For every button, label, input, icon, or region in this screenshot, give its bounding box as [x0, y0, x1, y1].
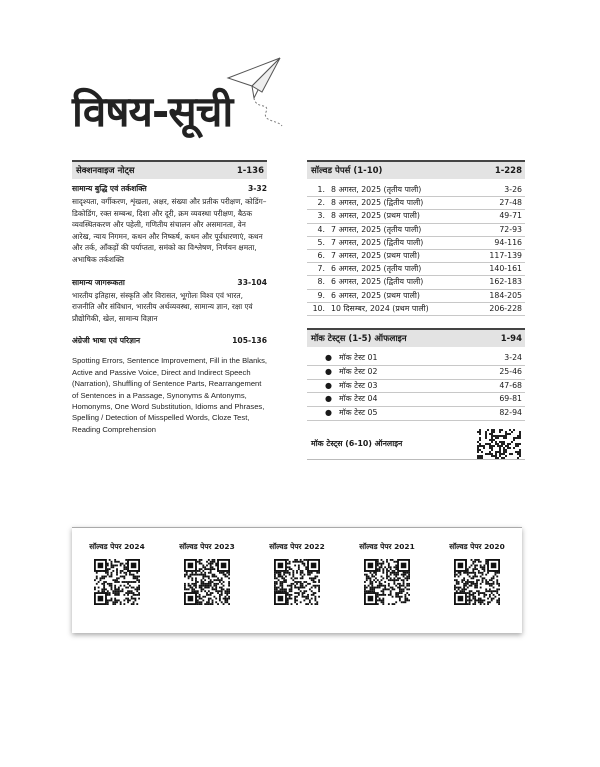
qr-label: सॉल्वड पेपर 2020 [449, 542, 505, 551]
item-text: 8 अगस्त, 2025 (प्रथम पाली) [331, 211, 420, 221]
topic-text: सादृश्यता, वर्गीकरण, शृंखला, अक्षर, संख्या और प्रतीक परीक्षण, कोडिंग–डिकोडिंग, रक्त सम्बन्ध, दिशा और दूरी, क्रम व्यवस्था परीक्षण, बैठक व्यवस्थितकरण और पहेली, गणितीय संचालन और असमानता, वेन आरेख, न्याय निगमन, कथन और निष्कर्ष, कथन और पूर्वधारणाएं, कथन और तर्क, आँकड़ों की पर्याप्तता, समंको का विश्लेषण, निर्णयन क्षमता, अभाषिक तर्कशक्ति [72, 197, 267, 264]
item-number: 3. [317, 211, 325, 221]
item-number: 7. [317, 264, 325, 274]
papers-column [307, 160, 525, 460]
topic-pages: 3-32 [247, 184, 267, 193]
item-text: मॉक टेस्ट 05 [339, 408, 378, 418]
item-text: मॉक टेस्ट 04 [339, 394, 378, 404]
bullet-icon: ● [325, 366, 332, 376]
bullet-icon: ● [325, 380, 332, 390]
item-text: मॉक टेस्ट 02 [339, 366, 378, 376]
qr-label: सॉल्वड पेपर 2022 [269, 542, 325, 551]
topic-heading [72, 336, 267, 346]
topic-text: Spotting Errors, Sentence Improvement, Fill in the Blanks, Active and Passive Voice, Direct and Indirect Speech (Narration), Shuffling of Sentence Parts, Rearrangement of Sentences in a Passage, Synonyms & Antonyms, Homonyms, One Word Substitution, Idioms and Phrases, Spelling / Detection of Misspelled Words, Cloze Test, Reading Comprehension [72, 356, 267, 434]
bullet-icon: ● [325, 408, 332, 418]
item-pages: 206-228 [489, 303, 522, 313]
item-pages: 3-26 [504, 185, 522, 194]
bullet-icon: ● [325, 394, 332, 404]
item-pages: 82-94 [499, 408, 522, 418]
section-header-pages: 1-94 [500, 333, 522, 344]
item-pages: 184-205 [489, 290, 522, 300]
list-item [307, 366, 525, 380]
section-header [72, 160, 267, 179]
qr-item [269, 542, 324, 633]
section-header [307, 328, 525, 347]
solved-papers-list [307, 184, 525, 316]
qr-code-icon[interactable] [184, 559, 230, 605]
qr-code-panel [72, 527, 522, 633]
item-text: 10 दिसम्बर, 2024 (प्रथम पाली) [331, 303, 429, 313]
paper-plane-icon [222, 52, 288, 128]
topic-title: सामान्य बुद्धि एवं तर्कशक्ति [72, 184, 147, 193]
topic-text: भारतीय इतिहास, संस्कृति और विरासत, भूगोलः विश्व एवं भारत, राजनीति और संविधान, भारतीय अर्थव्यवस्था, सामान्य ज्ञान, रक्षा एवं प्रौद्योगिकी, खेल, सामान्य विज्ञान [72, 290, 253, 323]
list-item [307, 303, 525, 316]
topic-pages: 33-104 [237, 277, 267, 287]
list-item [307, 290, 525, 303]
topic-block [72, 184, 267, 266]
item-text: मॉक टेस्ट 03 [339, 380, 378, 390]
item-pages: 49-71 [499, 211, 522, 221]
item-pages: 25-46 [499, 366, 522, 376]
qr-code-icon[interactable] [94, 559, 140, 605]
section-header-pages: 1-136 [236, 165, 264, 176]
qr-item [179, 542, 234, 633]
topic-title: अंग्रेजी भाषा एवं परिज्ञान [72, 336, 141, 346]
item-number: 5. [317, 237, 325, 247]
qr-item [359, 542, 414, 633]
qr-item [89, 542, 144, 633]
qr-code-icon[interactable] [274, 559, 320, 605]
list-item [307, 393, 525, 407]
item-pages: 117-139 [489, 251, 522, 261]
qr-code-icon[interactable] [454, 559, 500, 605]
list-item [307, 352, 525, 366]
qr-label: सॉल्वड पेपर 2021 [359, 542, 415, 551]
item-number: 8. [317, 277, 325, 287]
item-text: 7 अगस्त, 2025 (तृतीय पाली) [331, 224, 422, 234]
qr-item [449, 542, 504, 633]
item-text: 7 अगस्त, 2025 (प्रथम पाली) [331, 251, 420, 261]
qr-code-icon[interactable] [477, 429, 521, 459]
online-label: मॉक टेस्ट्स (6-10) ऑनलाइन [311, 439, 403, 449]
list-item [307, 276, 525, 289]
section-header [307, 160, 525, 179]
list-item [307, 263, 525, 276]
item-number: 6. [317, 251, 325, 261]
mock-tests-list [307, 352, 525, 421]
section-header-label: सॉल्वड पेपर्स (1-10) [311, 166, 383, 176]
item-text: 6 अगस्त, 2025 (द्वितीय पाली) [331, 277, 424, 287]
item-text: 7 अगस्त, 2025 (द्वितीय पाली) [331, 237, 424, 247]
item-text: मॉक टेस्ट 01 [339, 353, 378, 363]
topic-heading [72, 278, 267, 288]
item-pages: 94-116 [494, 237, 522, 247]
list-item [307, 210, 525, 223]
list-item [307, 197, 525, 210]
section-header-pages: 1-228 [494, 165, 522, 176]
item-pages: 3-24 [504, 353, 522, 363]
item-number: 10. [312, 303, 325, 313]
topic-heading [72, 184, 267, 194]
qr-code-icon[interactable] [364, 559, 410, 605]
item-number: 1. [317, 185, 325, 194]
list-item [307, 184, 525, 197]
item-pages: 47-68 [499, 380, 522, 390]
item-pages: 140-161 [489, 264, 522, 274]
page-title: विषय-सूची [72, 87, 233, 136]
topic-title: सामान्य जागरूकता [72, 277, 125, 287]
list-item [307, 250, 525, 263]
item-pages: 162-183 [489, 277, 522, 287]
list-item [307, 380, 525, 394]
list-item [307, 224, 525, 237]
item-text: 6 अगस्त, 2025 (प्रथम पाली) [331, 290, 420, 300]
list-item [307, 237, 525, 250]
item-text: 6 अगस्त, 2025 (तृतीय पाली) [331, 264, 422, 274]
bullet-icon: ● [325, 353, 332, 363]
topic-pages: 105-136 [232, 336, 267, 346]
qr-label: सॉल्वड पेपर 2024 [89, 542, 145, 551]
list-item [307, 407, 525, 421]
qr-label: सॉल्वड पेपर 2023 [179, 542, 235, 551]
online-mock-tests [307, 429, 525, 460]
item-pages: 69-81 [499, 394, 522, 404]
topic-block [72, 278, 267, 325]
section-header-label: सेक्शनवाइज नोट्स [76, 166, 135, 176]
sectionwise-notes-column [72, 160, 267, 435]
item-pages: 72-93 [499, 224, 522, 234]
topic-block [72, 336, 267, 435]
item-text: 8 अगस्त, 2025 (द्वितीय पाली) [331, 198, 424, 208]
item-number: 9. [317, 290, 325, 300]
item-number: 4. [317, 224, 325, 234]
item-number: 2. [317, 198, 325, 208]
item-text: 8 अगस्त, 2025 (तृतीय पाली) [331, 185, 422, 194]
section-header-label: मॉक टेस्ट्स (1-5) ऑफलाइन [311, 334, 407, 345]
item-pages: 27-48 [499, 198, 522, 208]
